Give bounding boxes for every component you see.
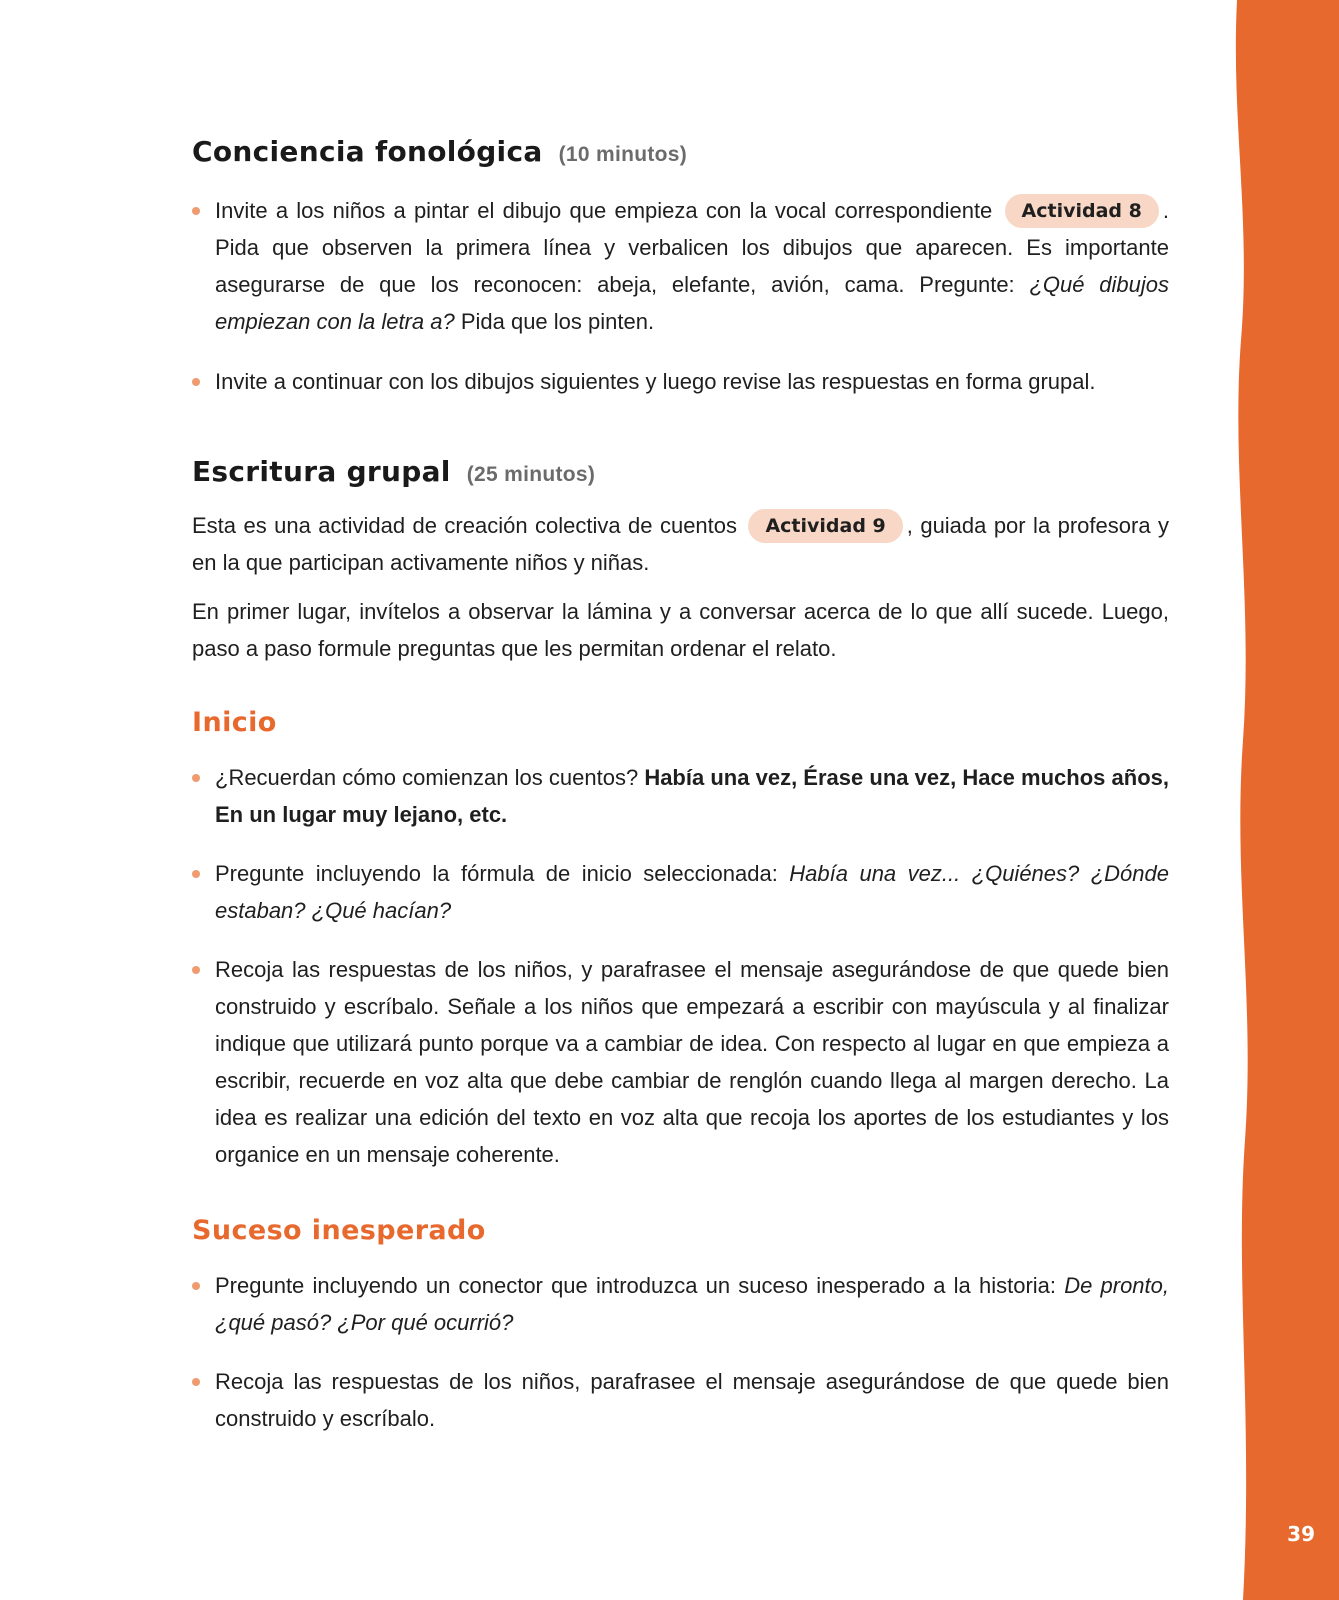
paragraph: En primer lugar, invítelos a observar la lámina y a conversar acerca de lo que allí sucede. Luego, paso a paso formule preguntas que les permitan ordenar el relato. <box>192 599 1169 661</box>
bullet-list <box>192 192 1169 400</box>
item-bold-text: Había una vez, Érase una vez, Hace muchos años, En un lugar muy lejano, etc. <box>215 765 1169 827</box>
paragraph-text: Esta es una actividad de creación colectiva de cuentos <box>192 513 738 538</box>
bullet-dot-icon <box>192 207 200 215</box>
list-item <box>192 192 1169 340</box>
bullet-dot-icon <box>192 378 200 386</box>
duration-label: (25 minutos) <box>466 463 596 486</box>
duration-label: (10 minutos) <box>558 143 688 166</box>
item-text: Recoja las respuestas de los niños, y parafrasee el mensaje asegurándose de que quede bien construido y escríbalo. Señale a los niños que empezará a escribir con mayúscula y al finalizar indique que utilizará punto porque va a cambiar de idea. Con respecto al lugar en que empieza a escribir, recuerde en voz alta que debe cambiar de renglón cuando llega al margen derecho. La idea es realizar una edición del texto en voz alta que recoja los aportes de los estudiantes y los organice en un mensaje coherente. <box>215 957 1169 1167</box>
activity-badge: Actividad 8 <box>1005 194 1159 228</box>
bullet-list <box>192 759 1169 1173</box>
item-text: Pregunte incluyendo la fórmula de inicio seleccionada: <box>215 861 790 886</box>
page-content <box>192 128 1169 1437</box>
bullet-dot-icon <box>192 1378 200 1386</box>
bullet-dot-icon <box>192 774 200 782</box>
orange-side-band <box>1229 0 1339 1600</box>
section-title-text: Conciencia fonológica <box>192 135 543 168</box>
item-text: Invite a continuar con los dibujos siguientes y luego revise las respuestas en forma grupal. <box>215 369 1096 394</box>
section-title-conciencia <box>192 132 1169 175</box>
bullet-dot-icon <box>192 1282 200 1290</box>
item-text: Recoja las respuestas de los niños, parafrasee el mensaje asegurándose de que quede bien construido y escríbalo. <box>215 1369 1169 1431</box>
list-item <box>192 1267 1169 1341</box>
section-title-text: Escritura grupal <box>192 455 451 488</box>
item-italic-text: De pronto, ¿qué pasó? ¿Por qué ocurrió? <box>215 1273 1170 1335</box>
item-italic-text: Había una vez... ¿Quiénes? ¿Dónde estaban? ¿Qué hacían? <box>215 861 1169 923</box>
item-text: ¿Recuerdan cómo comienzan los cuentos? <box>215 765 645 790</box>
item-text: Pida que los pinten. <box>454 309 655 334</box>
item-italic-text: ¿Qué dibujos empiezan con la letra a? <box>215 272 1169 334</box>
item-text: Invite a los niños a pintar el dibujo que empieza con la vocal correspondiente <box>215 198 993 223</box>
list-item <box>192 1363 1169 1437</box>
subsection-title-suceso: Suceso inesperado <box>192 1215 486 1246</box>
paragraph-text: , guiada por la profesora y en la que participan activamente niños y niñas. <box>192 513 1169 575</box>
paragraph <box>192 507 1169 581</box>
bullet-dot-icon <box>192 966 200 974</box>
subsection-title-inicio: Inicio <box>192 707 277 738</box>
list-item <box>192 855 1169 929</box>
page-number: 39 <box>1287 1522 1315 1546</box>
list-item <box>192 363 1169 400</box>
activity-badge: Actividad 9 <box>748 509 902 543</box>
item-text: . Pida que observen la primera línea y verbalicen los dibujos que aparecen. Es importante asegurarse de que los reconocen: abeja, elefante, avión, cama. Pregunte: <box>215 198 1169 297</box>
bullet-dot-icon <box>192 870 200 878</box>
list-item <box>192 759 1169 833</box>
list-item <box>192 951 1169 1173</box>
bullet-list <box>192 1267 1169 1437</box>
item-text: Pregunte incluyendo un conector que introduzca un suceso inesperado a la historia: <box>215 1273 1065 1298</box>
section-title-escritura <box>192 452 1169 495</box>
